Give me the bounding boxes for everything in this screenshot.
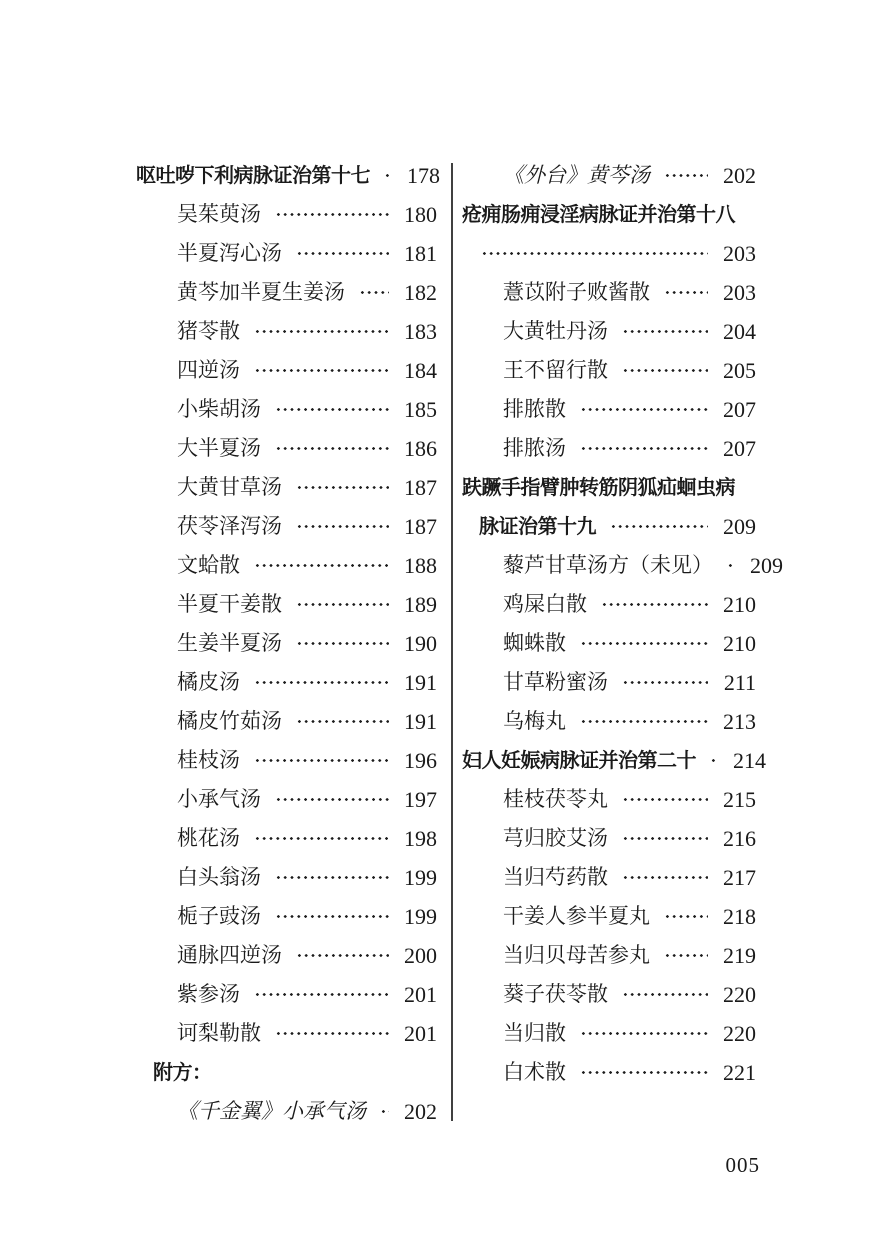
entry-page-number: 190 — [404, 630, 437, 656]
dot-leader — [254, 663, 389, 702]
toc-entry — [136, 897, 437, 936]
entry-page-number: 220 — [723, 1020, 756, 1046]
entry-page-number: 203 — [723, 279, 756, 305]
entry-title: 四逆汤 — [177, 358, 240, 382]
toc-entry — [462, 195, 756, 234]
toc-entry — [462, 975, 756, 1014]
entry-title: 半夏干姜散 — [177, 592, 282, 616]
entry-page-number: 213 — [723, 708, 756, 734]
entry-title: 排脓汤 — [503, 436, 566, 460]
dot-leader — [622, 663, 708, 702]
toc-entry — [136, 273, 437, 312]
toc-entry — [136, 624, 437, 663]
dot-leader — [275, 897, 389, 936]
toc-entry — [462, 507, 756, 546]
dot-leader — [610, 507, 708, 546]
entry-page-number: 186 — [404, 435, 437, 461]
entry-title: 大黄甘草汤 — [177, 475, 282, 499]
dot-leader — [296, 936, 389, 975]
toc-entry — [136, 858, 437, 897]
entry-title: 半夏泻心汤 — [177, 241, 282, 265]
toc-entry — [136, 780, 437, 819]
entry-title: 生姜半夏汤 — [177, 631, 282, 655]
entry-page-number: 202 — [723, 162, 756, 188]
dot-leader — [254, 312, 389, 351]
entry-title: 当归贝母苦参丸 — [503, 943, 650, 967]
toc-entry — [462, 897, 756, 936]
entry-page-number: 204 — [723, 318, 756, 344]
toc-entry — [136, 234, 437, 273]
toc-entry — [462, 390, 756, 429]
dot-leader — [380, 1092, 389, 1131]
dot-leader — [359, 273, 389, 312]
entry-page-number: 218 — [723, 903, 756, 929]
toc-entry — [136, 195, 437, 234]
entry-title: 妇人妊娠病脉证并治第二十 — [462, 749, 696, 772]
dot-leader — [580, 702, 708, 741]
entry-title: 茯苓泽泻汤 — [177, 514, 282, 538]
toc-entry — [136, 1092, 437, 1131]
dot-leader — [580, 1053, 708, 1092]
entry-page-number: 210 — [723, 630, 756, 656]
entry-page-number: 199 — [404, 903, 437, 929]
toc-entry — [462, 780, 756, 819]
entry-title: 桂枝汤 — [177, 748, 240, 772]
entry-title: 通脉四逆汤 — [177, 943, 282, 967]
toc-entry — [136, 312, 437, 351]
entry-title: 桃花汤 — [177, 826, 240, 850]
entry-page-number: 178 — [407, 162, 440, 188]
entry-page-number: 188 — [404, 552, 437, 578]
dot-leader — [275, 858, 389, 897]
entry-page-number: 207 — [723, 435, 756, 461]
dot-leader — [275, 195, 389, 234]
dot-leader — [727, 546, 735, 585]
toc-entry — [462, 624, 756, 663]
dot-leader — [254, 741, 389, 780]
entry-title: 紫参汤 — [177, 982, 240, 1006]
entry-page-number: 217 — [723, 864, 756, 890]
dot-leader — [580, 1014, 708, 1053]
entry-title: 脉证治第十九 — [479, 515, 596, 538]
toc-entry — [136, 429, 437, 468]
entry-page-number: 219 — [723, 942, 756, 968]
folio-page-number: 005 — [725, 1153, 760, 1177]
entry-page-number: 187 — [404, 513, 437, 539]
toc-entry — [462, 312, 756, 351]
toc-entry — [136, 663, 437, 702]
dot-leader — [275, 390, 389, 429]
toc-entry — [136, 975, 437, 1014]
toc-entry — [462, 351, 756, 390]
dot-leader — [622, 780, 708, 819]
toc-entry — [136, 507, 437, 546]
dot-leader — [580, 429, 708, 468]
dot-leader — [664, 156, 708, 195]
dot-leader — [622, 312, 708, 351]
entry-page-number: 210 — [723, 591, 756, 617]
entry-page-number: 191 — [404, 708, 437, 734]
dot-leader — [664, 936, 708, 975]
dot-leader — [296, 507, 389, 546]
entry-page-number: 196 — [404, 747, 437, 773]
entry-title: 趺蹶手指臂肿转筋阴狐疝蛔虫病 — [462, 476, 735, 499]
dot-leader — [275, 429, 389, 468]
entry-page-number: 201 — [404, 1020, 437, 1046]
toc-entry — [136, 351, 437, 390]
entry-title: 王不留行散 — [503, 358, 608, 382]
entry-page-number: 197 — [404, 786, 437, 812]
dot-leader — [254, 975, 389, 1014]
entry-title: 呕吐哕下利病脉证治第十七 — [136, 164, 370, 187]
toc-entry — [136, 1053, 437, 1092]
toc-entry — [462, 234, 756, 273]
entry-title: 当归芍药散 — [503, 865, 608, 889]
dot-leader — [384, 156, 392, 195]
column-divider-rule — [451, 163, 453, 1121]
toc-entry — [462, 819, 756, 858]
dot-leader — [296, 624, 389, 663]
dot-leader — [481, 234, 708, 273]
toc-entry — [136, 468, 437, 507]
toc-entry — [462, 936, 756, 975]
entry-page-number: 214 — [733, 747, 766, 773]
toc-entry — [136, 741, 437, 780]
entry-page-number: 187 — [404, 474, 437, 500]
entry-page-number: 216 — [723, 825, 756, 851]
dot-leader — [296, 702, 389, 741]
dot-leader — [622, 975, 708, 1014]
dot-leader — [622, 819, 708, 858]
entry-title: 蜘蛛散 — [503, 631, 566, 655]
toc-entry — [462, 858, 756, 897]
entry-page-number: 209 — [723, 513, 756, 539]
entry-page-number: 221 — [723, 1059, 756, 1085]
dot-leader — [664, 897, 708, 936]
entry-title: 猪苓散 — [177, 319, 240, 343]
entry-page-number: 202 — [404, 1098, 437, 1124]
entry-page-number: 183 — [404, 318, 437, 344]
toc-entry — [462, 663, 756, 702]
dot-leader — [296, 234, 389, 273]
dot-leader — [622, 351, 708, 390]
entry-title: 葵子茯苓散 — [503, 982, 608, 1006]
toc-entry — [462, 585, 756, 624]
toc-entry — [136, 936, 437, 975]
entry-page-number: 205 — [723, 357, 756, 383]
entry-page-number: 184 — [404, 357, 437, 383]
entry-title: 小柴胡汤 — [177, 397, 261, 421]
entry-title: 大黄牡丹汤 — [503, 319, 608, 343]
toc-entry — [136, 585, 437, 624]
entry-title: 排脓散 — [503, 397, 566, 421]
toc-entry — [462, 273, 756, 312]
dot-leader — [296, 468, 389, 507]
entry-title: 甘草粉蜜汤 — [503, 670, 608, 694]
entry-page-number: 220 — [723, 981, 756, 1007]
toc-entry — [136, 390, 437, 429]
toc-entry — [462, 741, 766, 780]
entry-page-number: 189 — [404, 591, 437, 617]
entry-title: 小承气汤 — [177, 787, 261, 811]
entry-title: 橘皮汤 — [177, 670, 240, 694]
entry-title: 《外台》黄芩汤 — [503, 163, 650, 187]
toc-entry — [136, 819, 437, 858]
dot-leader — [275, 780, 389, 819]
toc-entry — [136, 702, 437, 741]
toc-entry — [462, 1053, 756, 1092]
entry-title: 桂枝茯苓丸 — [503, 787, 608, 811]
toc-entry — [136, 1014, 437, 1053]
entry-title: 鸡屎白散 — [503, 592, 587, 616]
entry-page-number: 209 — [750, 552, 783, 578]
entry-title: 附方： — [153, 1061, 212, 1084]
entry-page-number: 207 — [723, 396, 756, 422]
entry-title: 《千金翼》小承气汤 — [177, 1099, 366, 1123]
entry-page-number: 201 — [404, 981, 437, 1007]
toc-entry — [462, 429, 756, 468]
dot-leader — [580, 390, 708, 429]
dot-leader — [296, 585, 389, 624]
toc-entry — [136, 546, 437, 585]
toc-right-column — [462, 156, 783, 1092]
entry-title: 干姜人参半夏丸 — [503, 904, 650, 928]
entry-page-number: 211 — [723, 669, 756, 695]
entry-title: 栀子豉汤 — [177, 904, 261, 928]
entry-title: 橘皮竹茹汤 — [177, 709, 282, 733]
entry-title: 藜芦甘草汤方（未见） — [503, 553, 713, 577]
entry-page-number: 185 — [404, 396, 437, 422]
entry-page-number: 199 — [404, 864, 437, 890]
dot-leader — [580, 624, 708, 663]
entry-page-number: 200 — [404, 942, 437, 968]
entry-title: 薏苡附子败酱散 — [503, 280, 650, 304]
entry-title: 白术散 — [503, 1060, 566, 1084]
entry-title: 芎归胶艾汤 — [503, 826, 608, 850]
entry-title: 当归散 — [503, 1021, 566, 1045]
toc-entry — [136, 156, 440, 195]
toc-entry — [462, 156, 756, 195]
dot-leader — [275, 1014, 389, 1053]
entry-title: 疮痈肠痈浸淫病脉证并治第十八 — [462, 203, 735, 226]
entry-title: 黄芩加半夏生姜汤 — [177, 280, 345, 304]
entry-title: 大半夏汤 — [177, 436, 261, 460]
entry-page-number: 191 — [404, 669, 437, 695]
entry-title: 乌梅丸 — [503, 709, 566, 733]
entry-page-number: 203 — [723, 240, 756, 266]
dot-leader — [622, 858, 708, 897]
entry-page-number: 181 — [404, 240, 437, 266]
dot-leader — [254, 351, 389, 390]
entry-title: 诃梨勒散 — [177, 1021, 261, 1045]
dot-leader — [664, 273, 708, 312]
toc-entry — [462, 702, 756, 741]
entry-title: 白头翁汤 — [177, 865, 261, 889]
toc-entry — [462, 468, 756, 507]
dot-leader — [254, 546, 389, 585]
toc-left-column — [136, 156, 440, 1131]
dot-leader — [254, 819, 389, 858]
entry-page-number: 180 — [404, 201, 437, 227]
dot-leader — [601, 585, 708, 624]
toc-entry — [462, 1014, 756, 1053]
entry-page-number: 198 — [404, 825, 437, 851]
toc-entry — [462, 546, 783, 585]
entry-page-number: 215 — [723, 786, 756, 812]
entry-page-number: 182 — [404, 279, 437, 305]
entry-title: 吴茱萸汤 — [177, 202, 261, 226]
entry-title: 文蛤散 — [177, 553, 240, 577]
dot-leader — [710, 741, 718, 780]
